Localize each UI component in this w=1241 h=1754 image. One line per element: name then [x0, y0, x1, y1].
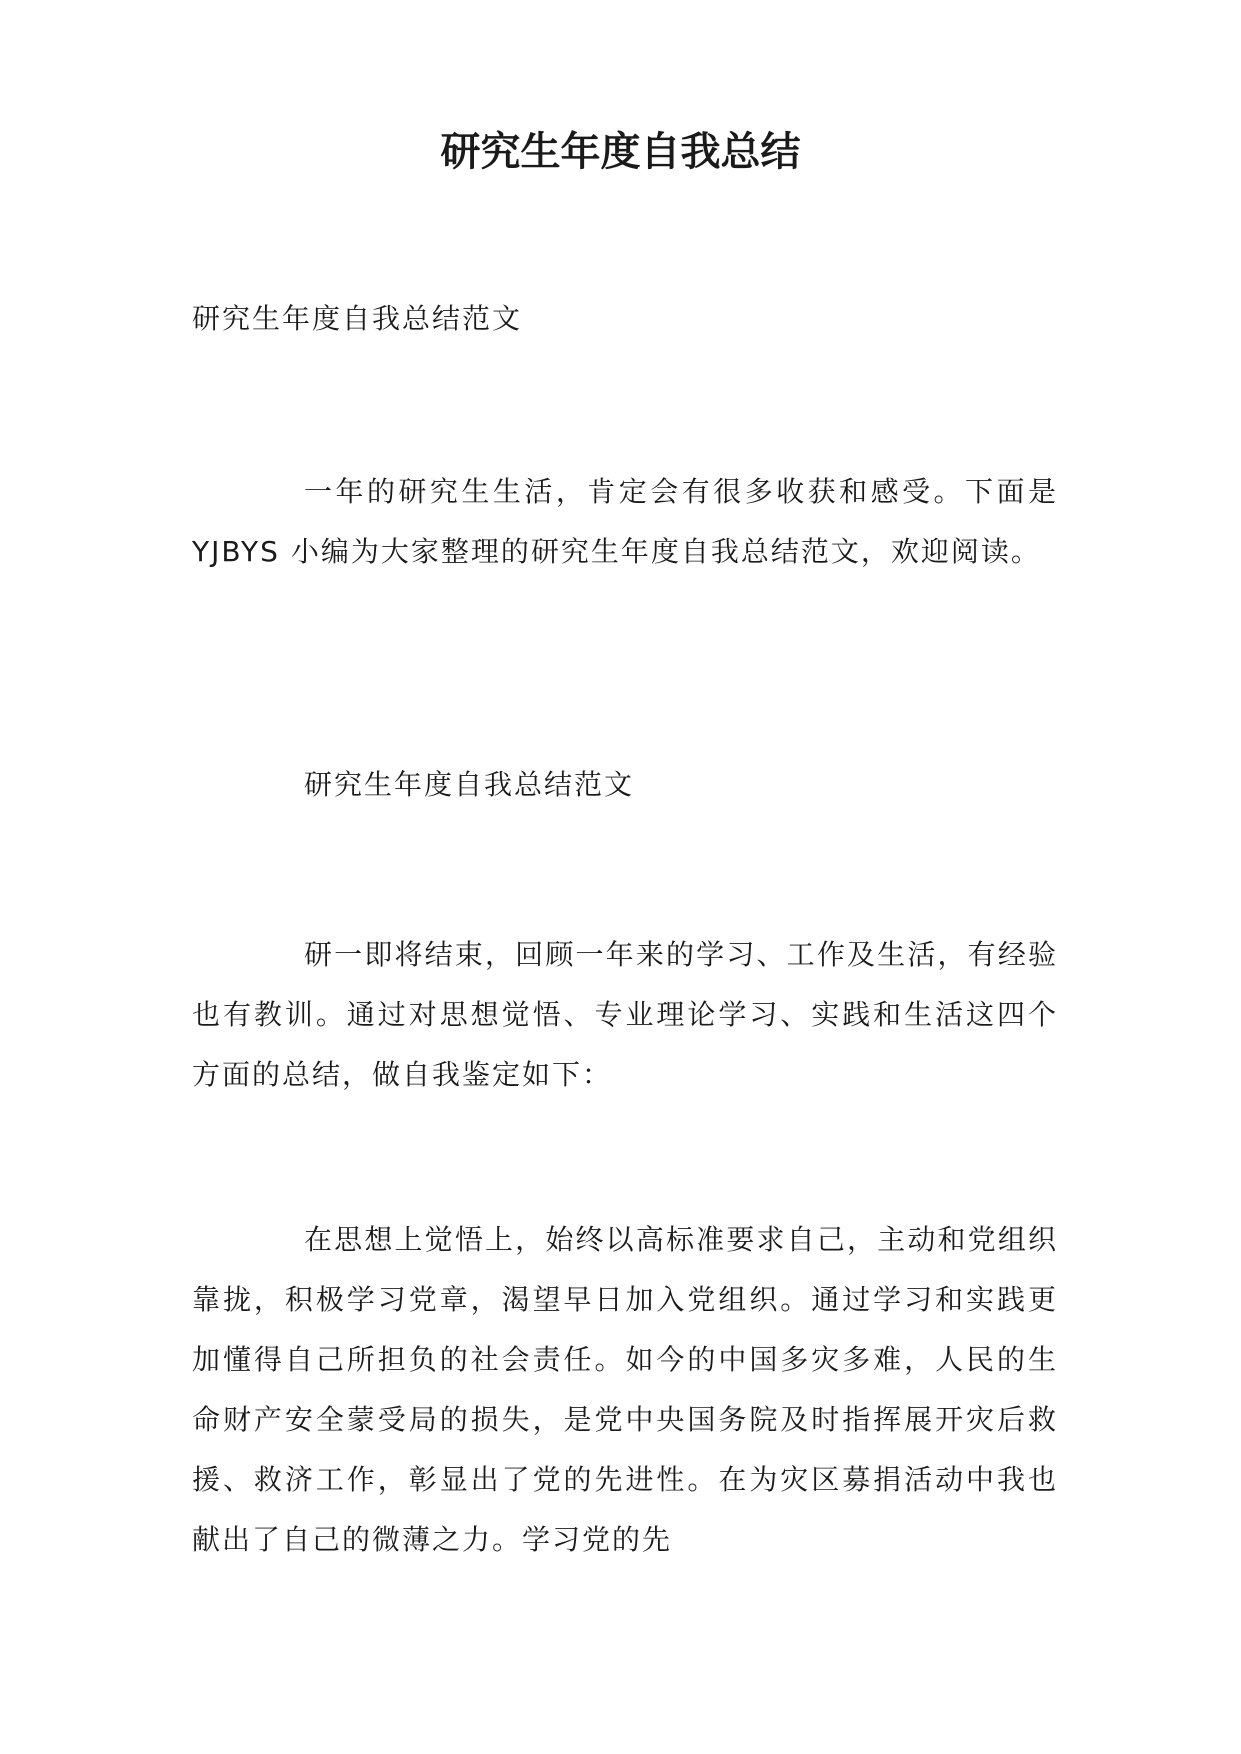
- section-heading: 研究生年度自我总结范文: [304, 768, 635, 801]
- intro-paragraph: 一年的研究生生活，肯定会有很多收获和感受。下面是 YJBYS 小编为大家整理的研究生年度自我总结范文，欢迎阅读。: [192, 475, 1058, 568]
- document-title: 研究生年度自我总结: [440, 128, 801, 175]
- summary-paragraph: 研一即将结束，回顾一年来的学习、工作及生活，有经验也有教训。通过对思想觉悟、专业理论学习、实践和生活这四个方面的总结，做自我鉴定如下：: [192, 938, 1058, 1091]
- document-subtitle: 研究生年度自我总结范文: [192, 302, 523, 335]
- ideology-paragraph: 在思想上觉悟上，始终以高标准要求自己，主动和党组织靠拢，积极学习党章，渴望早日加入党组织。通过学习和实践更加懂得自己所担负的社会责任。如今的中国多灾多难，人民的生命财产安全蒙受局的损失，是党中央国务院及时指挥展开灾后救援、救济工作，彰显出了党的先进性。在为灾区募捐活动中我也献出了自己的微薄之力。学习党的先: [192, 1223, 1058, 1556]
